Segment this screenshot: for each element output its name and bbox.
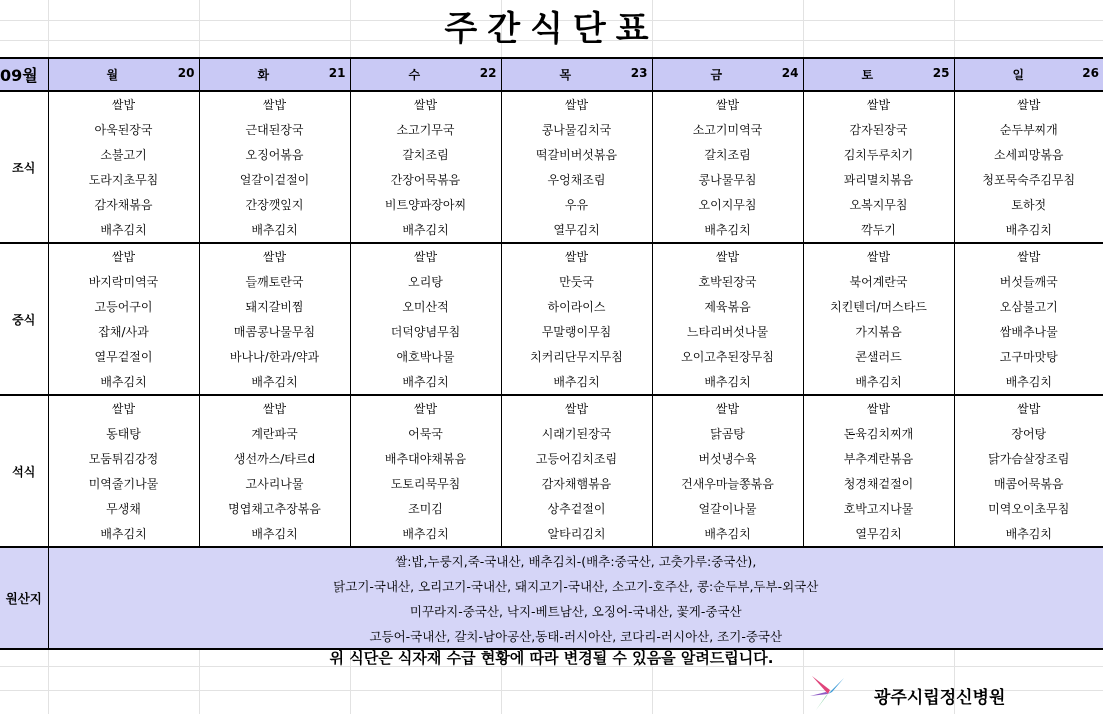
menu-item: 갈치조림 [350, 142, 501, 167]
menu-item: 갈치조림 [652, 142, 803, 167]
meal-row [0, 192, 1103, 217]
page-title: 주간식단표 [444, 9, 659, 49]
menu-item: 동태탕 [48, 421, 199, 446]
day-header [350, 58, 501, 91]
menu-item: 고등어구이 [48, 294, 199, 319]
menu-item: 감자채볶음 [48, 192, 199, 217]
menu-item: 배추대야채볶음 [350, 446, 501, 471]
origin-line: 닭고기-국내산, 오리고기-국내산, 돼지고기-국내산, 소고기-호주산, 콩:순두부,두부-외국산 [48, 573, 1103, 598]
menu-item: 열무김치 [803, 521, 954, 547]
menu-item: 부추계란볶음 [803, 446, 954, 471]
menu-item: 순두부찌개 [954, 117, 1103, 142]
menu-item: 오삼불고기 [954, 294, 1103, 319]
day-header [48, 58, 199, 91]
meal-row [0, 167, 1103, 192]
meal-row [0, 142, 1103, 167]
menu-item: 더덕양념무침 [350, 319, 501, 344]
day-header [954, 58, 1103, 91]
menu-item: 호박된장국 [652, 269, 803, 294]
menu-item: 쌈배추나물 [954, 319, 1103, 344]
day-name: 토 [861, 68, 874, 82]
meal-row [0, 243, 1103, 269]
meal-row [0, 521, 1103, 547]
menu-item: 고등어김치조림 [501, 446, 652, 471]
day-header-row [0, 58, 1103, 91]
menu-item: 얼갈이나물 [652, 496, 803, 521]
menu-item: 김치두루치기 [803, 142, 954, 167]
day-date: 23 [630, 66, 648, 80]
menu-item: 도라지초무침 [48, 167, 199, 192]
menu-item: 열무김치 [501, 217, 652, 243]
meal-row [0, 395, 1103, 421]
menu-item: 콘샐러드 [803, 344, 954, 369]
meal-row [0, 344, 1103, 369]
day-date: 25 [932, 66, 950, 80]
meal-label: 조식 [0, 91, 48, 243]
menu-item: 쌀밥 [652, 91, 803, 117]
menu-item: 치커리단무지무침 [501, 344, 652, 369]
menu-item: 알타리김치 [501, 521, 652, 547]
day-date: 21 [328, 66, 346, 80]
menu-item: 고구마맛탕 [954, 344, 1103, 369]
menu-item: 쌀밥 [199, 91, 350, 117]
menu-item: 제육볶음 [652, 294, 803, 319]
menu-item: 무말랭이무침 [501, 319, 652, 344]
menu-item: 떡갈비버섯볶음 [501, 142, 652, 167]
menu-item: 쌀밥 [803, 243, 954, 269]
menu-item: 토하젓 [954, 192, 1103, 217]
menu-item: 쌀밥 [48, 395, 199, 421]
day-date: 22 [479, 66, 497, 80]
menu-item: 계란파국 [199, 421, 350, 446]
menu-item: 콩나물김치국 [501, 117, 652, 142]
origin-row [0, 598, 1103, 623]
menu-item: 쌀밥 [48, 243, 199, 269]
menu-item: 들깨토란국 [199, 269, 350, 294]
day-header [652, 58, 803, 91]
menu-item: 쌀밥 [199, 243, 350, 269]
menu-item: 배추김치 [350, 521, 501, 547]
menu-item: 배추김치 [48, 217, 199, 243]
menu-item: 생선까스/타르d [199, 446, 350, 471]
menu-item: 배추김치 [652, 521, 803, 547]
hospital-logo-icon [808, 672, 848, 712]
menu-item: 치킨텐더/머스타드 [803, 294, 954, 319]
menu-item: 돼지갈비찜 [199, 294, 350, 319]
menu-item: 소불고기 [48, 142, 199, 167]
menu-item: 배추김치 [350, 369, 501, 395]
menu-item: 오이고추된장무침 [652, 344, 803, 369]
menu-item: 배추김치 [199, 217, 350, 243]
menu-item: 쌀밥 [954, 243, 1103, 269]
menu-item: 모둠튀김강정 [48, 446, 199, 471]
menu-item: 미역줄기나물 [48, 471, 199, 496]
menu-item: 소세피망볶음 [954, 142, 1103, 167]
menu-item: 명엽채고추장볶음 [199, 496, 350, 521]
month-label: 09월 [0, 58, 48, 91]
menu-item: 오리탕 [350, 269, 501, 294]
menu-item: 쌀밥 [199, 395, 350, 421]
weekly-menu-table [0, 57, 1103, 650]
meal-label: 중식 [0, 243, 48, 395]
menu-item: 버섯냉수육 [652, 446, 803, 471]
menu-item: 쌀밥 [803, 395, 954, 421]
menu-item: 애호박나물 [350, 344, 501, 369]
menu-item: 고사리나물 [199, 471, 350, 496]
menu-item: 소고기무국 [350, 117, 501, 142]
menu-item: 감자된장국 [803, 117, 954, 142]
meal-row [0, 496, 1103, 521]
menu-item: 가지볶음 [803, 319, 954, 344]
menu-item: 무생채 [48, 496, 199, 521]
menu-item: 상추겉절이 [501, 496, 652, 521]
menu-item: 버섯들깨국 [954, 269, 1103, 294]
menu-item: 배추김치 [350, 217, 501, 243]
menu-item: 감자채햄볶음 [501, 471, 652, 496]
menu-item: 쌀밥 [652, 243, 803, 269]
menu-item: 쌀밥 [501, 395, 652, 421]
menu-item: 느타리버섯나물 [652, 319, 803, 344]
origin-line: 고등어-국내산, 갈치-남아공산,동태-러시아산, 코다리-러시아산, 조기-중국산 [48, 623, 1103, 649]
meal-row [0, 91, 1103, 117]
origin-section [0, 547, 1103, 649]
menu-item: 간장깻잎지 [199, 192, 350, 217]
menu-item: 배추김치 [652, 217, 803, 243]
menu-item: 쌀밥 [803, 91, 954, 117]
meal-row [0, 471, 1103, 496]
menu-item: 어묵국 [350, 421, 501, 446]
menu-item: 시래기된장국 [501, 421, 652, 446]
day-header [803, 58, 954, 91]
day-header [501, 58, 652, 91]
menu-item: 우엉채조림 [501, 167, 652, 192]
menu-item: 배추김치 [954, 521, 1103, 547]
day-date: 20 [177, 66, 195, 80]
menu-item: 하이라이스 [501, 294, 652, 319]
meal-row [0, 217, 1103, 243]
menu-item: 오이지무침 [652, 192, 803, 217]
hospital-name: 광주시립정신병원 [874, 688, 1006, 708]
meal-row [0, 117, 1103, 142]
menu-item: 청경채겉절이 [803, 471, 954, 496]
meal-row [0, 446, 1103, 471]
origin-row [0, 547, 1103, 573]
menu-item: 오복지무침 [803, 192, 954, 217]
meal-row [0, 269, 1103, 294]
menu-item: 닭가슴살장조림 [954, 446, 1103, 471]
menu-item: 쌀밥 [48, 91, 199, 117]
menu-item: 배추김치 [501, 369, 652, 395]
day-date: 24 [781, 66, 799, 80]
menu-item: 돈육김치찌개 [803, 421, 954, 446]
menu-item: 쌀밥 [350, 395, 501, 421]
origin-label: 원산지 [0, 547, 48, 649]
menu-item: 비트양파장아찌 [350, 192, 501, 217]
menu-item: 쌀밥 [350, 91, 501, 117]
menu-item: 배추김치 [48, 521, 199, 547]
menu-item: 아욱된장국 [48, 117, 199, 142]
menu-item: 도토리묵무침 [350, 471, 501, 496]
day-name: 화 [257, 68, 270, 82]
menu-item: 배추김치 [199, 521, 350, 547]
day-header [199, 58, 350, 91]
menu-item: 매콤어묵볶음 [954, 471, 1103, 496]
meal-label: 석식 [0, 395, 48, 547]
menu-item: 오징어볶음 [199, 142, 350, 167]
day-name: 월 [106, 68, 119, 82]
menu-item: 쌀밥 [652, 395, 803, 421]
menu-item: 바지락미역국 [48, 269, 199, 294]
menu-item: 소고기미역국 [652, 117, 803, 142]
menu-item: 쌀밥 [501, 91, 652, 117]
menu-item: 배추김치 [48, 369, 199, 395]
meal-row [0, 294, 1103, 319]
menu-item: 청포묵숙주김무침 [954, 167, 1103, 192]
menu-item: 배추김치 [954, 217, 1103, 243]
origin-line: 쌀:밥,누룽지,죽-국내산, 배추김치-(배추:중국산, 고춧가루:중국산), [48, 547, 1103, 573]
menu-item: 배추김치 [803, 369, 954, 395]
meal-row [0, 369, 1103, 395]
menu-item: 호박고지나물 [803, 496, 954, 521]
menu-item: 쌀밥 [954, 91, 1103, 117]
menu-item: 배추김치 [954, 369, 1103, 395]
menu-item: 간장어묵볶음 [350, 167, 501, 192]
menu-item: 열무겉절이 [48, 344, 199, 369]
notice-text: 위 식단은 식자재 수급 현황에 따라 변경될 수 있음을 알려드립니다. [329, 649, 774, 667]
menu-item: 만둣국 [501, 269, 652, 294]
menu-item: 잡채/사과 [48, 319, 199, 344]
menu-item: 쌀밥 [350, 243, 501, 269]
day-name: 목 [559, 68, 572, 82]
menu-item: 쌀밥 [954, 395, 1103, 421]
origin-row [0, 623, 1103, 649]
menu-item: 매콤콩나물무침 [199, 319, 350, 344]
menu-item: 조미김 [350, 496, 501, 521]
menu-item: 깍두기 [803, 217, 954, 243]
menu-item: 건새우마늘쫑볶음 [652, 471, 803, 496]
menu-item: 우유 [501, 192, 652, 217]
menu-item: 장어탕 [954, 421, 1103, 446]
origin-line: 미꾸라지-중국산, 낙지-베트남산, 오징어-국내산, 꽃게-중국산 [48, 598, 1103, 623]
menu-item: 콩나물무침 [652, 167, 803, 192]
day-name: 일 [1012, 68, 1025, 82]
menu-item: 오미산적 [350, 294, 501, 319]
menu-item: 북어계란국 [803, 269, 954, 294]
menu-item: 쌀밥 [501, 243, 652, 269]
menu-item: 근대된장국 [199, 117, 350, 142]
meal-row [0, 319, 1103, 344]
day-date: 26 [1082, 66, 1099, 80]
day-name: 금 [710, 68, 723, 82]
menu-item: 바나나/한과/약과 [199, 344, 350, 369]
meal-row [0, 421, 1103, 446]
day-name: 수 [408, 68, 421, 82]
origin-row [0, 573, 1103, 598]
menu-item: 꽈리멸치볶음 [803, 167, 954, 192]
menu-item: 배추김치 [199, 369, 350, 395]
menu-item: 얼갈이겉절이 [199, 167, 350, 192]
meal-body [0, 91, 1103, 547]
menu-item: 배추김치 [652, 369, 803, 395]
menu-item: 미역오이초무침 [954, 496, 1103, 521]
menu-item: 닭곰탕 [652, 421, 803, 446]
